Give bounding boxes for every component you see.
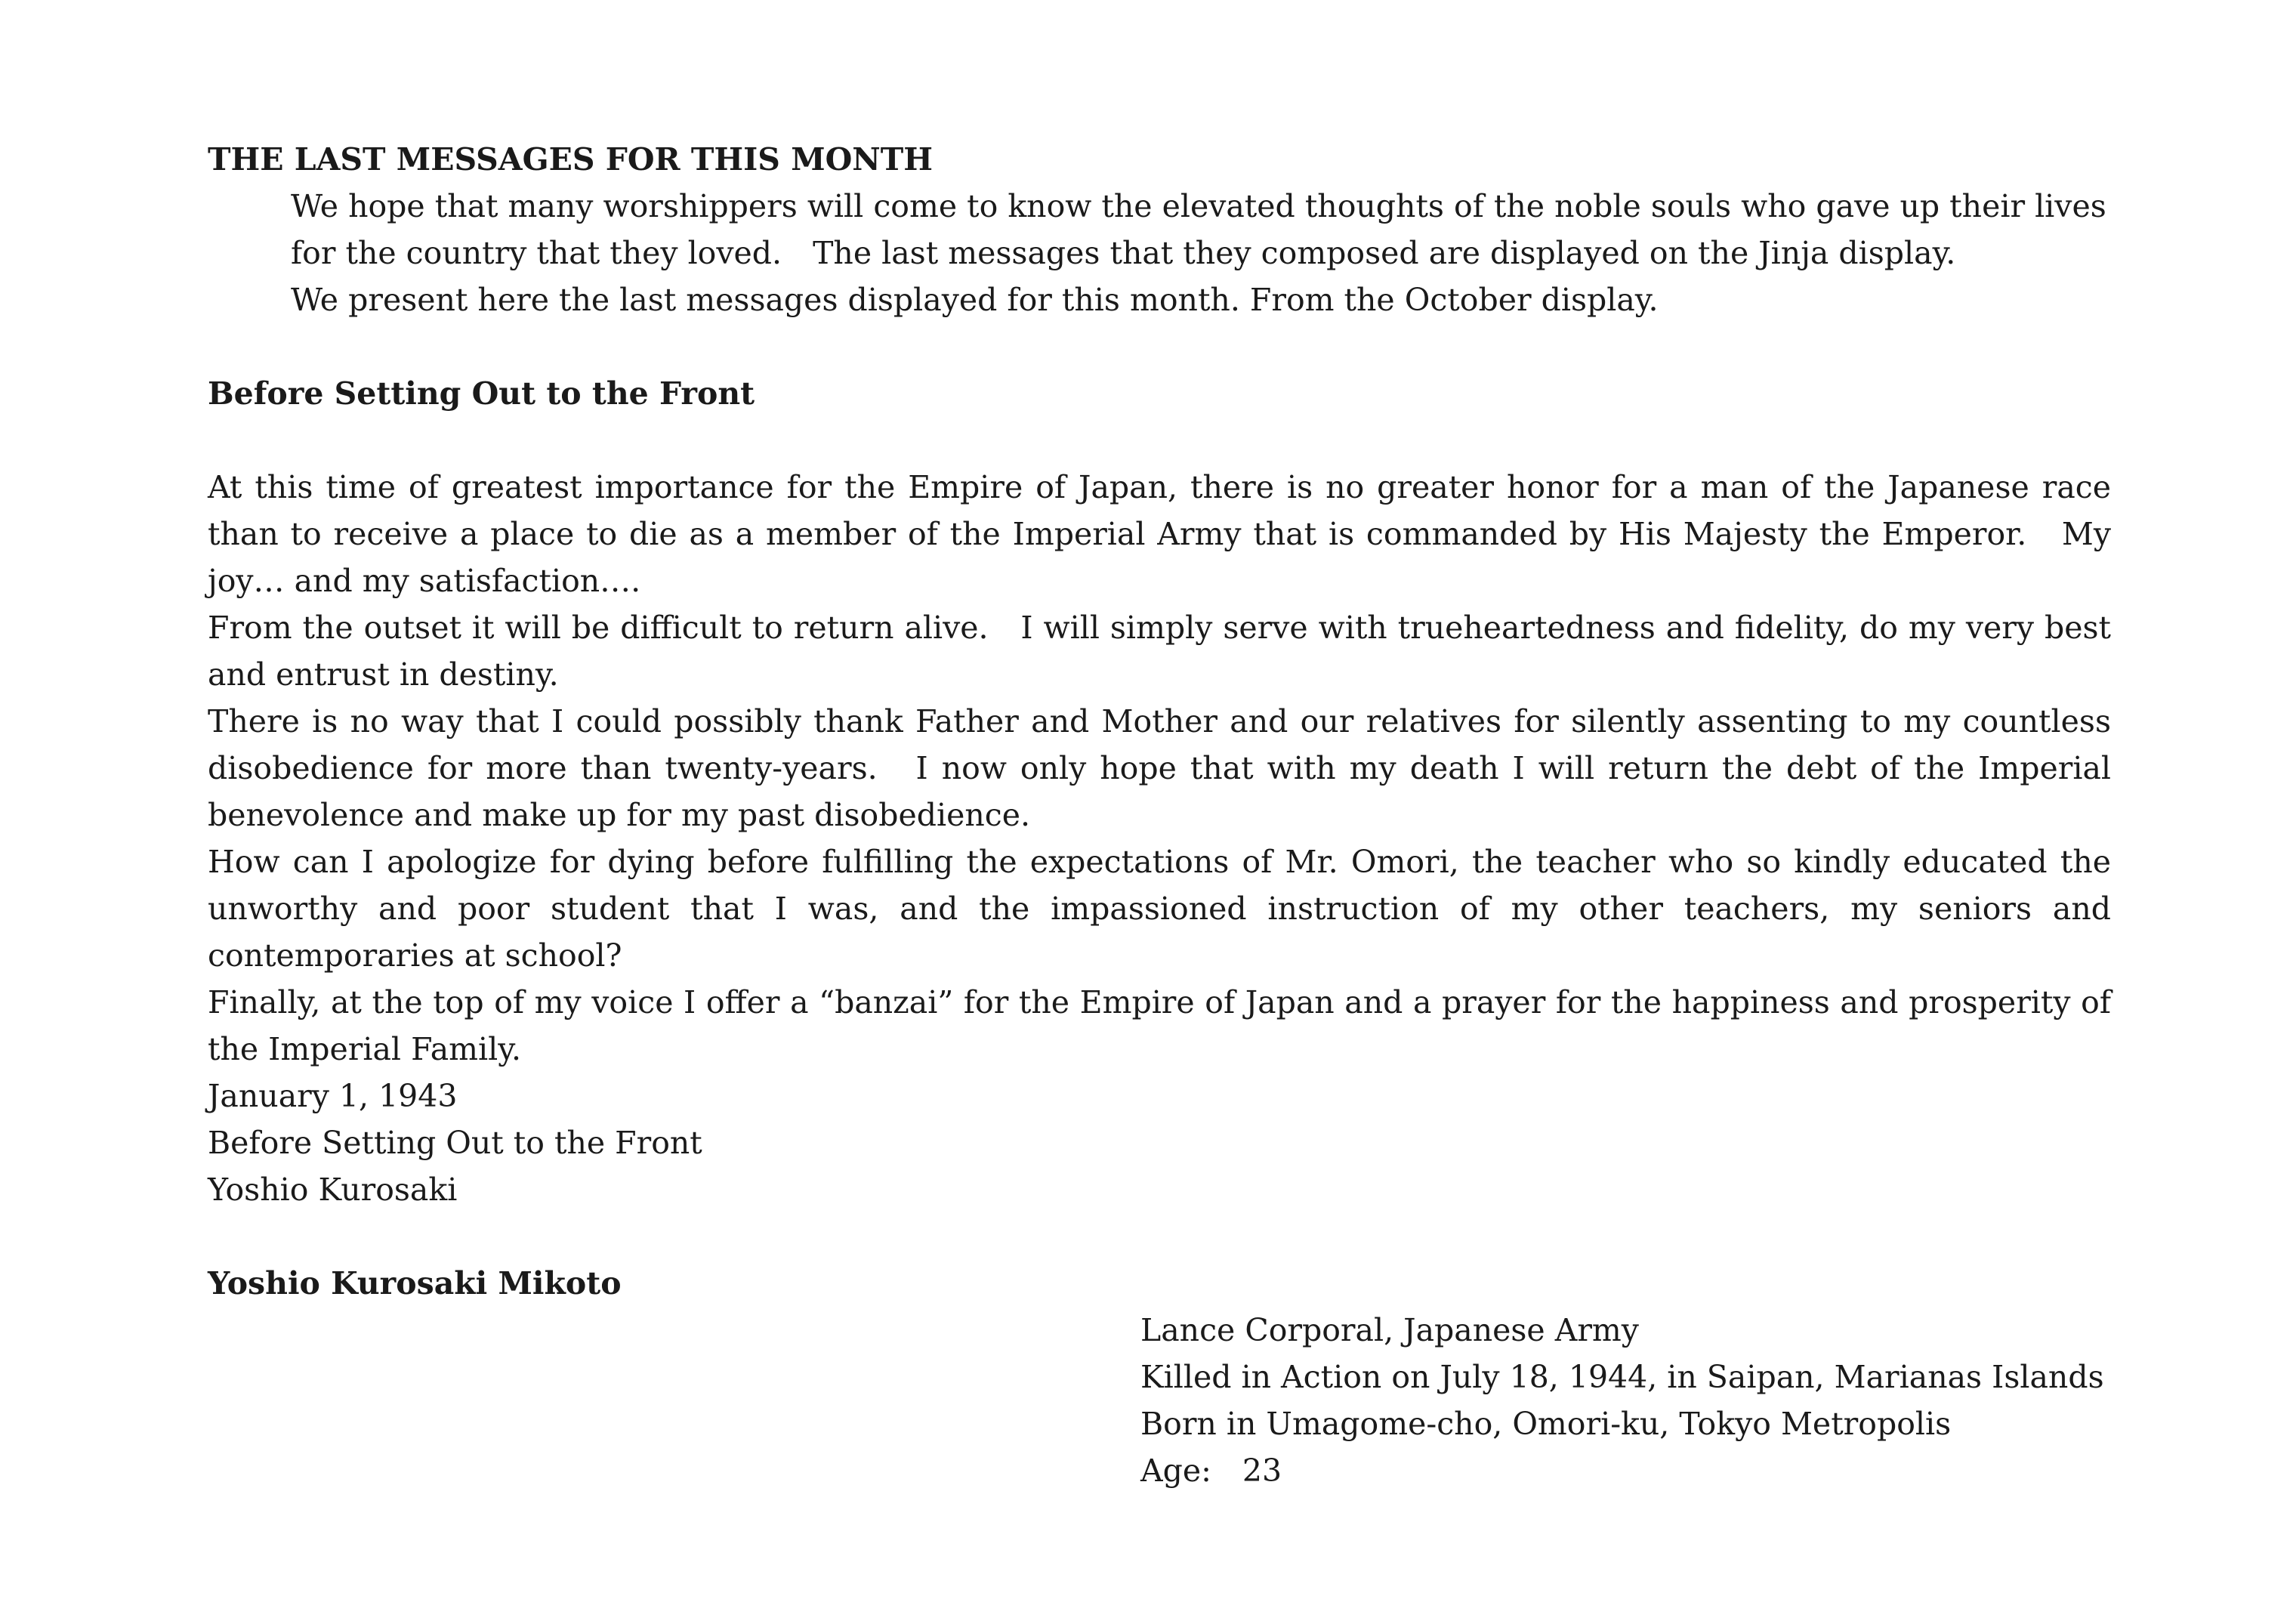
signoff-author: Yoshio Kurosaki xyxy=(208,1172,458,1208)
signoff-date: January 1, 1943 xyxy=(208,1078,458,1114)
message-paragraph: From the outset it will be difficult to return alive. I will simply serve with trueheartedness and fidelity, do my very best and entrust in destiny. xyxy=(208,610,2111,693)
spacer xyxy=(208,417,2111,464)
signoff-title: Before Setting Out to the Front xyxy=(208,1125,702,1161)
person-rank: Lance Corporal, Japanese Army xyxy=(1140,1312,1639,1348)
person-name: Yoshio Kurosaki Mikoto xyxy=(208,1265,622,1301)
intro-paragraph: We present here the last messages displayed for this month. From the October display. xyxy=(291,282,1659,318)
document-content xyxy=(208,136,2111,1494)
spacer xyxy=(208,323,2111,370)
message-title: Before Setting Out to the Front xyxy=(208,375,755,412)
spacer xyxy=(208,1213,2111,1260)
person-info xyxy=(1140,1307,2111,1494)
intro-block xyxy=(208,183,2111,323)
message-paragraph: Finally, at the top of my voice I offer a “banzai” for the Empire of Japan and a prayer for the happiness and prosperity of the Imperial Family. xyxy=(208,984,2111,1067)
intro-paragraph: We hope that many worshippers will come to know the elevated thoughts of the noble souls who gave up their lives for the country that they loved. The last messages that they composed are displayed on the Jinja display. xyxy=(291,188,2106,271)
section-title: THE LAST MESSAGES FOR THIS MONTH xyxy=(208,141,934,178)
person-age: Age: 23 xyxy=(1140,1453,1282,1489)
message-paragraph: There is no way that I could possibly thank Father and Mother and our relatives for silently assenting to my countless disobedience for more than twenty-years. I now only hope that with my death I will return the debt of the Imperial benevolence and make up for my past disobedience. xyxy=(208,703,2111,833)
person-birthplace: Born in Umagome-cho, Omori-ku, Tokyo Metropolis xyxy=(1140,1406,1952,1442)
person-death: Killed in Action on July 18, 1944, in Saipan, Marianas Islands xyxy=(1140,1359,2104,1395)
message-paragraph: How can I apologize for dying before fulfilling the expectations of Mr. Omori, the teacher who so kindly educated the unworthy and poor student that I was, and the impassioned instruction of my other teachers, my seniors and contemporaries at school? xyxy=(208,844,2111,974)
message-paragraph: At this time of greatest importance for the Empire of Japan, there is no greater honor for a man of the Japanese race than to receive a place to die as a member of the Imperial Army that is commanded by His Majesty the Emperor. My joy… and my satisfaction…. xyxy=(208,469,2111,599)
